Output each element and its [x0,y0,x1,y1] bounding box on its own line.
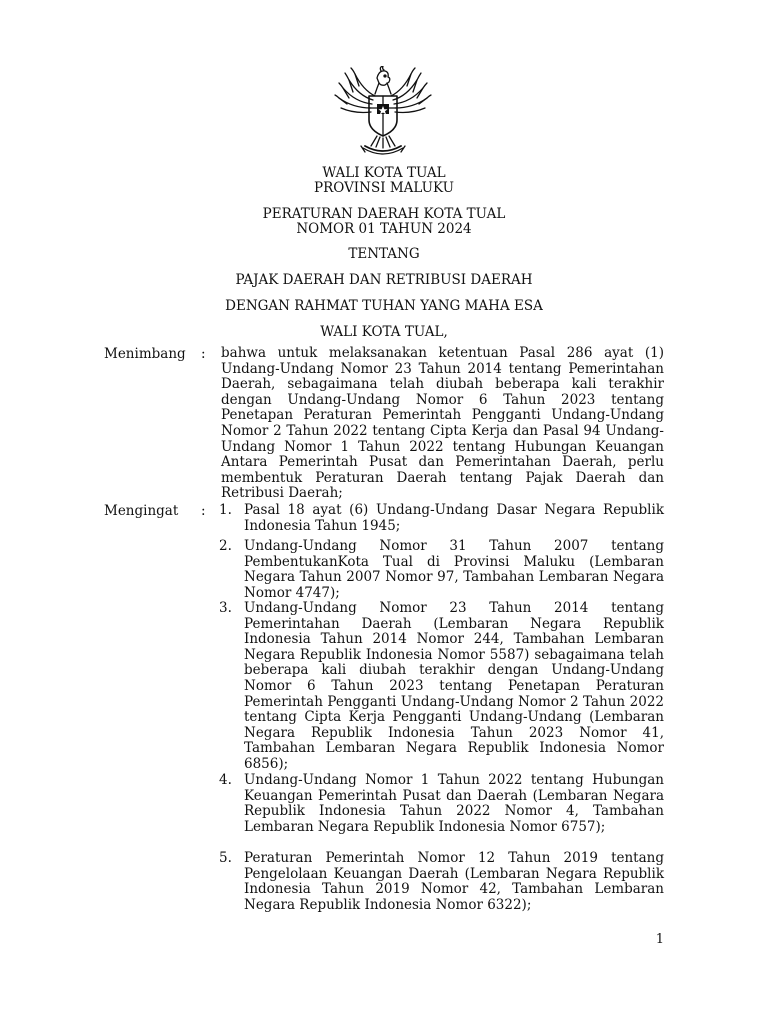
list-item-number: 1. [219,502,232,518]
list-item: Undang-Undang Nomor 23 Tahun 2014 tentang Pemerintahan Daerah (Lembaran Negara Republik Indonesia Tahun 2014 Nomor 244, Tambahan Lembaran Negara Republik Indonesia Nomor 5587) sebagaimana telah beberapa kali diubah terakhir dengan Undang-Undang Nomor 6 Tahun 2023 tentang Penetapan Peraturan Pemerintah Pengganti Undang-Undang Nomor 2 Tahun 2022 tentang Cipta Kerja Pengganti Undang-Undang (Lembaran Negara Republik Indonesia Tahun 2023 Nomor 41, Tambahan Lembaran Negara Republik Indonesia Nomor 6856); [244,600,664,772]
issuer-line: WALI KOTA TUAL, [320,324,448,340]
mengingat-colon: : [201,503,206,519]
list-item-number: 5. [219,850,232,866]
list-item-number: 2. [219,538,232,554]
garuda-emblem-icon [333,66,433,160]
issuer-title: WALI KOTA TUAL [322,165,446,181]
list-item: Undang-Undang Nomor 1 Tahun 2022 tentang Hubungan Keuangan Pemerintah Pusat dan Daerah (Lembaran Negara Republik Indonesia Tahun 2022 Nomor 4, Tambahan Lembaran Negara Republik Indonesia Nomor 6757); [244,772,664,835]
list-item-number: 4. [219,772,232,788]
mengingat-label: Mengingat [104,503,179,519]
page-number: 1 [655,932,664,947]
province-title: PROVINSI MALUKU [313,180,454,196]
menimbang-text: bahwa untuk melaksanakan ketentuan Pasal 286 ayat (1) Undang-Undang Nomor 23 Tahun 2014 tentang Pemerintahan Daerah, sebagaimana telah diubah beberapa kali terakhir dengan Undang-Undang Nomor 6 Tahun 2023 tentang Penetapan Peraturan Pemerintah Pengganti Undang-Undang Nomor 2 Tahun 2022 tentang Cipta Kerja dan Pasal 94 Undang-Undang Nomor 1 Tahun 2022 tentang Hubungan Keuangan Antara Pemerintah Pusat dan Pemerintahan Daerah, perlu membentuk Peraturan Daerah tentang Pajak Daerah dan Retribusi Daerah; [221,345,664,502]
menimbang-colon: : [201,346,206,362]
invocation: DENGAN RAHMAT TUHAN YANG MAHA ESA [225,298,543,314]
regulation-title: PERATURAN DAERAH KOTA TUAL [262,206,506,222]
regulation-number: NOMOR 01 TAHUN 2024 [296,221,472,237]
menimbang-label: Menimbang [104,346,186,362]
about-heading: TENTANG [348,246,420,262]
regulation-subject: PAJAK DAERAH DAN RETRIBUSI DAERAH [235,272,533,288]
list-item: Pasal 18 ayat (6) Undang-Undang Dasar Negara Republik Indonesia Tahun 1945; [244,502,664,534]
list-item: Peraturan Pemerintah Nomor 12 Tahun 2019 tentang Pengelolaan Keuangan Daerah (Lembaran Negara Republik Indonesia Tahun 2019 Nomor 42, Tambahan Lembaran Negara Republik Indonesia Nomor 6322); [244,850,664,913]
list-item-number: 3. [219,600,232,616]
list-item: Undang-Undang Nomor 31 Tahun 2007 tentang PembentukanKota Tual di Provinsi Maluku (Lembaran Negara Tahun 2007 Nomor 97, Tambahan Lembaran Negara Nomor 4747); [244,538,664,601]
